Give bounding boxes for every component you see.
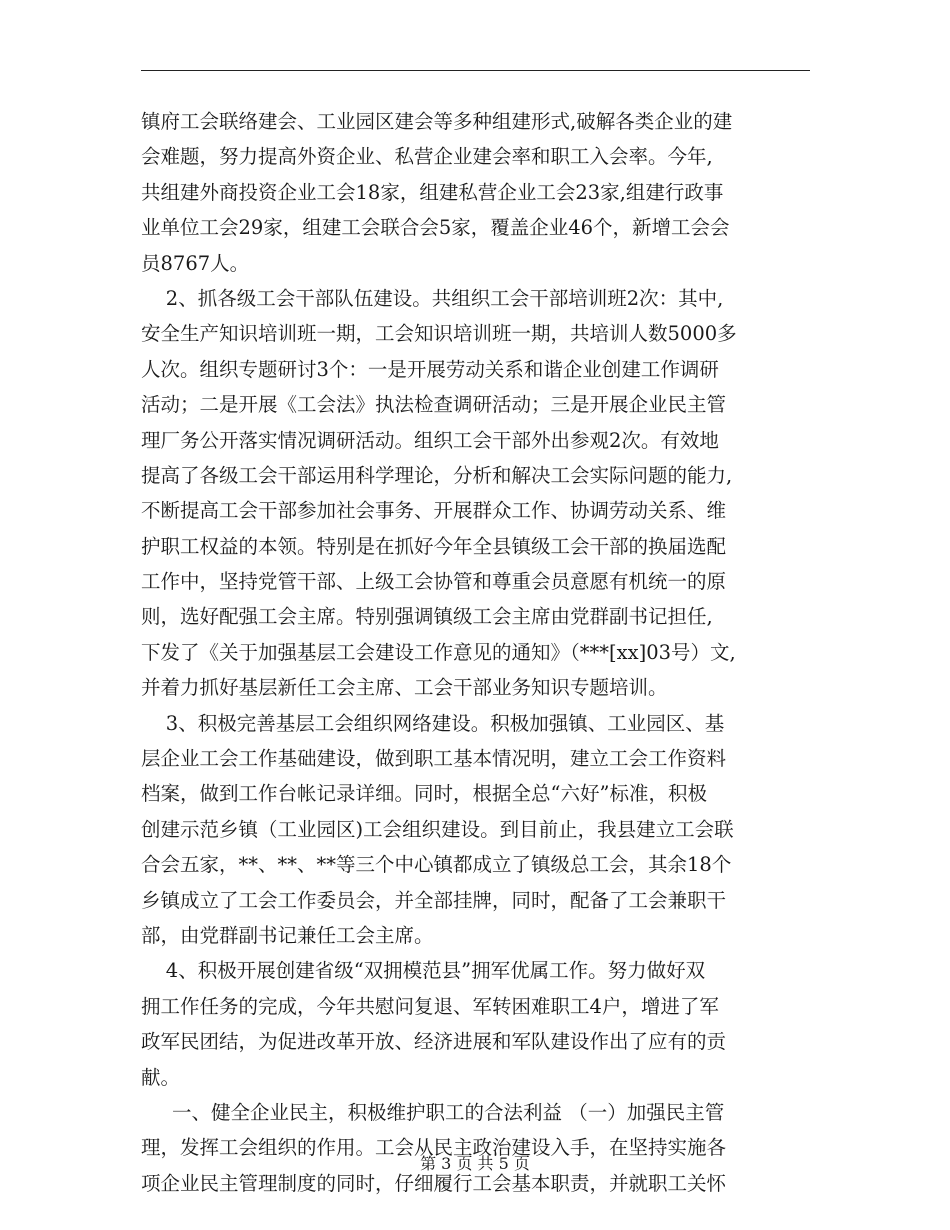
text-line: 3、积极完善基层工会组织网络建设。积极加强镇、工业园区、基 bbox=[141, 711, 725, 735]
text-line: 并着力抓好基层新任工会主席、工会干部业务知识专题培训。 bbox=[141, 676, 668, 700]
text-line: 项企业民主管理制度的同时，仔细履行工会基本职责，并就职工关怀 bbox=[141, 1171, 727, 1195]
document-body bbox=[141, 104, 821, 1201]
text-line: 业单位工会29家，组建工会联合会5家，覆盖企业46个，新增工会会 bbox=[141, 216, 730, 240]
text-line: 理，发挥工会组织的作用。工会从民主政治建设入手，在坚持实施各 bbox=[141, 1136, 727, 1160]
text-line: 安全生产知识培训班一期，工会知识培训班一期，共培训人数5000多 bbox=[141, 322, 737, 346]
text-line: 则，选好配强工会主席。特别强调镇级工会主席由党群副书记担任, bbox=[141, 605, 713, 629]
text-line: 4、积极开展创建省级“双拥模范县”拥军优属工作。努力做好双 bbox=[141, 959, 706, 983]
text-line: 提高了各级工会干部运用科学理论，分析和解决工会实际问题的能力, bbox=[141, 463, 733, 487]
text-line: 工作中，坚持党管干部、上级工会协管和尊重会员意愿有机统一的原 bbox=[141, 570, 727, 594]
text-line: 2、抓各级工会干部队伍建设。共组织工会干部培训班2次：其中, bbox=[141, 286, 724, 310]
text-line: 一、健全企业民主，积极维护职工的合法利益 （一）加强民主管 bbox=[141, 1100, 725, 1124]
text-line: 人次。组织专题研讨3个：一是开展劳动关系和谐企业创建工作调研 bbox=[141, 357, 719, 381]
text-line: 拥工作任务的完成，今年共慰问复退、军转困难职工4户，增进了军 bbox=[141, 994, 719, 1018]
text-line: 层企业工会工作基础建设，做到职工基本情况明，建立工会工作资料 bbox=[141, 747, 727, 771]
page-number-footer: 第 3 页 共 5 页 bbox=[420, 1154, 530, 1173]
text-line: 献。 bbox=[141, 1065, 181, 1089]
text-line: 会难题，努力提高外资企业、私营企业建会率和职工入会率。今年, bbox=[141, 145, 713, 169]
text-line: 不断提高工会干部参加社会事务、开展群众工作、协调劳动关系、维 bbox=[141, 499, 727, 523]
text-line: 部，由党群副书记兼任工会主席。 bbox=[141, 923, 434, 947]
text-line: 共组建外商投资企业工会18家，组建私营企业工会23家,组建行政事 bbox=[141, 180, 724, 204]
text-line: 员8767人。 bbox=[141, 251, 250, 275]
text-line: 创建示范乡镇（工业园区)工会组织建设。到目前止，我县建立工会联 bbox=[141, 817, 734, 841]
text-line: 乡镇成立了工会工作委员会，并全部挂牌，同时，配备了工会兼职干 bbox=[141, 888, 727, 912]
text-line: 政军民团结，为促进改革开放、经济进展和军队建设作出了应有的贡 bbox=[141, 1030, 727, 1054]
text-line: 档案，做到工作台帐记录详细。同时，根据全总“六好”标准，积极 bbox=[141, 782, 707, 806]
text-line: 护职工权益的本领。特别是在抓好今年全县镇级工会干部的换届选配 bbox=[141, 534, 727, 558]
header-rule bbox=[141, 70, 810, 71]
text-line: 镇府工会联络建会、工业园区建会等多种组建形式,破解各类企业的建 bbox=[141, 110, 733, 133]
text-line: 理厂务公开落实情况调研活动。组织工会干部外出参观2次。有效地 bbox=[141, 428, 719, 452]
text-line: 下发了《关于加强基层工会建设工作意见的通知》（***[xx]03号）文, bbox=[141, 640, 736, 664]
text-line: 活动；二是开展《工会法》执法检查调研活动；三是开展企业民主管 bbox=[141, 393, 727, 417]
text-line: 合会五家，**、**、**等三个中心镇都成立了镇级总工会，其余18个 bbox=[141, 853, 732, 877]
